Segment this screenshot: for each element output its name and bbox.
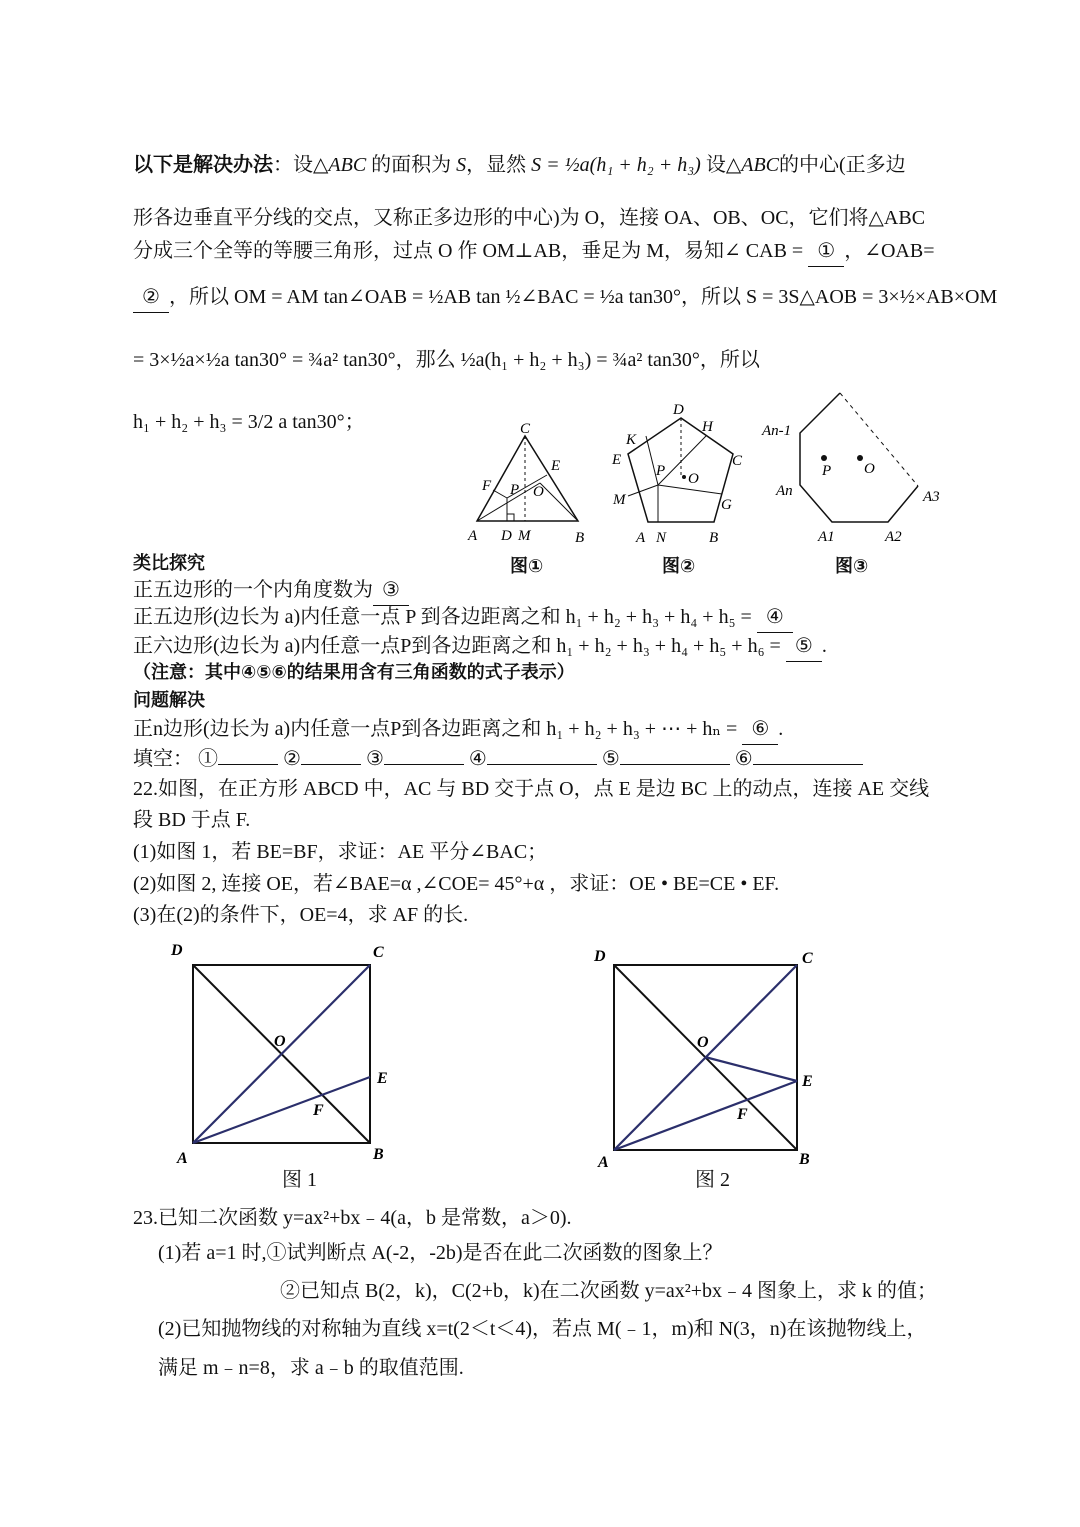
fig2-label: K xyxy=(626,432,637,448)
q22-fig2-label: A xyxy=(598,1154,609,1170)
q23-part-1b: ②已知点 B(2，k)，C(2+b，k)在二次函数 y=ax²+bx﹣4 图象上，求 k 的值； xyxy=(280,1280,938,1302)
fig1-caption: 图① xyxy=(510,556,544,577)
fig3-label: A2 xyxy=(885,529,902,545)
text-span: 的中心(正多边 xyxy=(779,154,906,176)
q23-part-2b: 满足 m﹣n=8，求 a﹣b 的取值范围. xyxy=(158,1357,464,1379)
blank-5[interactable]: ⑤ xyxy=(786,631,822,662)
text-span: ① xyxy=(198,748,218,770)
text-span: ③ xyxy=(365,748,384,770)
fig3-label: An xyxy=(776,483,793,499)
text-span: ④ xyxy=(468,748,487,770)
solve-q6 xyxy=(133,714,945,745)
fig1-label: F xyxy=(482,478,492,494)
fig2-label: N xyxy=(656,530,667,546)
fig2-caption: 图② xyxy=(662,556,696,577)
fig2-label: E xyxy=(612,452,622,468)
area-formula: S = ½a(h₁ + h₂ + h₃) xyxy=(531,154,701,176)
q22-fig1-label: B xyxy=(373,1146,384,1163)
answer-2-field[interactable] xyxy=(301,764,361,765)
text-span: ② xyxy=(283,748,301,770)
q22-part-2: (2)如图 2, 连接 OE，若∠BAE=α ,∠COE= 45°+α ，求证：OE • BE=CE • EF. xyxy=(133,873,780,895)
text-span: 填空： xyxy=(133,748,193,770)
fig2-label: B xyxy=(709,530,719,546)
text-span: ABC xyxy=(328,154,367,176)
text-span: ⑤ xyxy=(601,748,620,770)
fig1-label: B xyxy=(575,530,585,546)
analogy-note: （注意：其中④⑤⑥的结果用含有三角函数的式子表示） xyxy=(133,662,575,683)
fig3-label: A3 xyxy=(923,489,940,505)
q22-part-1: (1)如图 1，若 BE=BF，求证：AE 平分∠BAC； xyxy=(133,841,548,863)
analogy-heading: 类比探究 xyxy=(133,553,205,574)
answer-5-field[interactable] xyxy=(620,764,730,765)
text-span: 分成三个全等的等腰三角形，过点 O 作 OM⊥AB，垂足为 M，易知∠ CAB = xyxy=(133,240,809,262)
q22-figure-2 xyxy=(590,935,835,1170)
q22-fig1-label: D xyxy=(171,942,183,959)
figure-triangle xyxy=(465,418,590,548)
q22-fig2-caption: 图 2 xyxy=(695,1169,730,1191)
text-span: ⑥ xyxy=(734,748,753,770)
fig1-label: O xyxy=(533,484,544,500)
q22-fig1-label: A xyxy=(177,1150,188,1167)
text-span: 正五边形(边长为 a)内任意一点 P 到各边距离之和 h₁ + h₂ + h₃ + h₄ + h₅ = xyxy=(133,606,757,628)
text-span: S xyxy=(456,154,467,176)
text-span: ，显然 xyxy=(466,154,532,176)
solution-line-3 xyxy=(133,236,945,267)
fig2-label: O xyxy=(688,471,699,487)
fig2-label: H xyxy=(702,419,713,435)
q22-fig2-label: F xyxy=(737,1106,748,1123)
text-span: 正五边形的一个内角度数为 xyxy=(133,579,373,601)
solution-lead: 以下是解决办法 xyxy=(133,154,273,176)
q22-fig2-label: D xyxy=(594,948,606,965)
solution-line-5: = 3×½a×½a tan30° = ¾a² tan30°，那么 ½a(h₁ + h₂ + h₃) = ¾a² tan30°，所以 xyxy=(133,349,760,371)
answer-3-field[interactable] xyxy=(384,764,464,765)
fig3-label: O xyxy=(864,461,875,477)
text-span: 设△ xyxy=(700,154,742,176)
q22-line-2: 段 BD 于点 F. xyxy=(133,809,251,831)
q23-part-2a: (2)已知抛物线的对称轴为直线 x=t(2＜t＜4)，若点 M(﹣1，m)和 N(3，n)在该抛物线上， xyxy=(158,1318,927,1340)
q22-fig2-label: E xyxy=(802,1073,813,1090)
fig2-label: D xyxy=(673,402,684,418)
blank-4[interactable]: ④ xyxy=(757,602,793,633)
q22-fig1-label: O xyxy=(274,1033,286,1050)
text-span: . xyxy=(778,718,784,740)
q22-fig2-label: B xyxy=(799,1151,810,1168)
answer-4-field[interactable] xyxy=(487,764,597,765)
text-span: 正六边形(边长为 a)内任意一点P到各边距离之和 h₁ + h₂ + h₃ + h₄ + h₅ + h₆ = xyxy=(133,635,786,657)
solution-line-1 xyxy=(133,150,945,180)
figure-polygon xyxy=(760,385,950,550)
text-span: ，∠OAB= xyxy=(844,240,935,262)
figure-pentagon xyxy=(606,400,756,548)
solve-heading: 问题解决 xyxy=(133,690,205,711)
blank-3[interactable]: ③ xyxy=(373,575,409,606)
fig3-caption: 图③ xyxy=(835,556,869,577)
fill-in-row xyxy=(133,744,945,774)
fig2-label: G xyxy=(721,497,732,513)
q22-figure-1 xyxy=(165,935,405,1170)
q22-part-3: (3)在(2)的条件下，OE=4，求 AF 的长. xyxy=(133,904,469,926)
solution-line-6: h₁ + h₂ + h₃ = 3/2 a tan30°； xyxy=(133,411,365,433)
q22-fig1-label: C xyxy=(373,944,384,961)
q22-fig2-label: O xyxy=(697,1034,709,1051)
q22-fig1-caption: 图 1 xyxy=(282,1169,317,1191)
fig1-label: E xyxy=(551,458,561,474)
q22-fig1-label: F xyxy=(313,1102,324,1119)
blank-2[interactable]: ② xyxy=(133,282,169,313)
text-span: 的面积为 xyxy=(366,154,457,176)
answer-6-field[interactable] xyxy=(753,764,863,765)
text-span: 正n边形(边长为 a)内任意一点P到各边距离之和 h₁ + h₂ + h₃ + ⋯ + hₙ = xyxy=(133,718,743,740)
fig3-label: P xyxy=(822,463,832,479)
fig3-label: An-1 xyxy=(762,423,792,439)
q22-fig1-label: E xyxy=(377,1070,388,1087)
fig1-label: C xyxy=(520,421,531,437)
fig1-label: P xyxy=(510,482,520,498)
text-span: . xyxy=(821,635,827,657)
fig2-label: A xyxy=(636,530,646,546)
solution-line-2: 形各边垂直平分线的交点，又称正多边形的中心)为 O，连接 OA、OB、OC，它们将△ABC xyxy=(133,207,926,229)
fig1-label: A xyxy=(468,528,478,544)
fig1-label: D xyxy=(501,528,512,544)
q23-line-1: 23.已知二次函数 y=ax²+bx﹣4(a，b 是常数，a＞0). xyxy=(133,1207,572,1229)
solution-line-4 xyxy=(133,282,998,313)
fig3-label: A1 xyxy=(818,529,835,545)
blank-6[interactable]: ⑥ xyxy=(742,714,778,745)
answer-1-field[interactable] xyxy=(218,764,278,765)
text-span: ，所以 OM = AM tan∠OAB = ½AB tan ½∠BAC = ½a tan30°，所以 S = 3S△AOB = 3×½×AB×OM xyxy=(169,286,998,308)
text-span: ABC xyxy=(741,154,780,176)
blank-1[interactable]: ① xyxy=(808,236,844,267)
fig1-label: M xyxy=(518,528,531,544)
fig2-label: P xyxy=(656,463,666,479)
fig2-label: M xyxy=(613,492,626,508)
analogy-q4 xyxy=(133,602,945,633)
text-span: ：设△ xyxy=(273,154,329,176)
q22-line-1: 22.如图，在正方形 ABCD 中，AC 与 BD 交于点 O，点 E 是边 BC 上的动点，连接 AE 交线 xyxy=(133,778,930,800)
q22-fig2-label: C xyxy=(802,950,813,967)
q23-part-1a: (1)若 a=1 时,①试判断点 A(-2，-2b)是否在此二次函数的图象上？ xyxy=(158,1242,723,1264)
fig2-label: C xyxy=(732,453,743,469)
